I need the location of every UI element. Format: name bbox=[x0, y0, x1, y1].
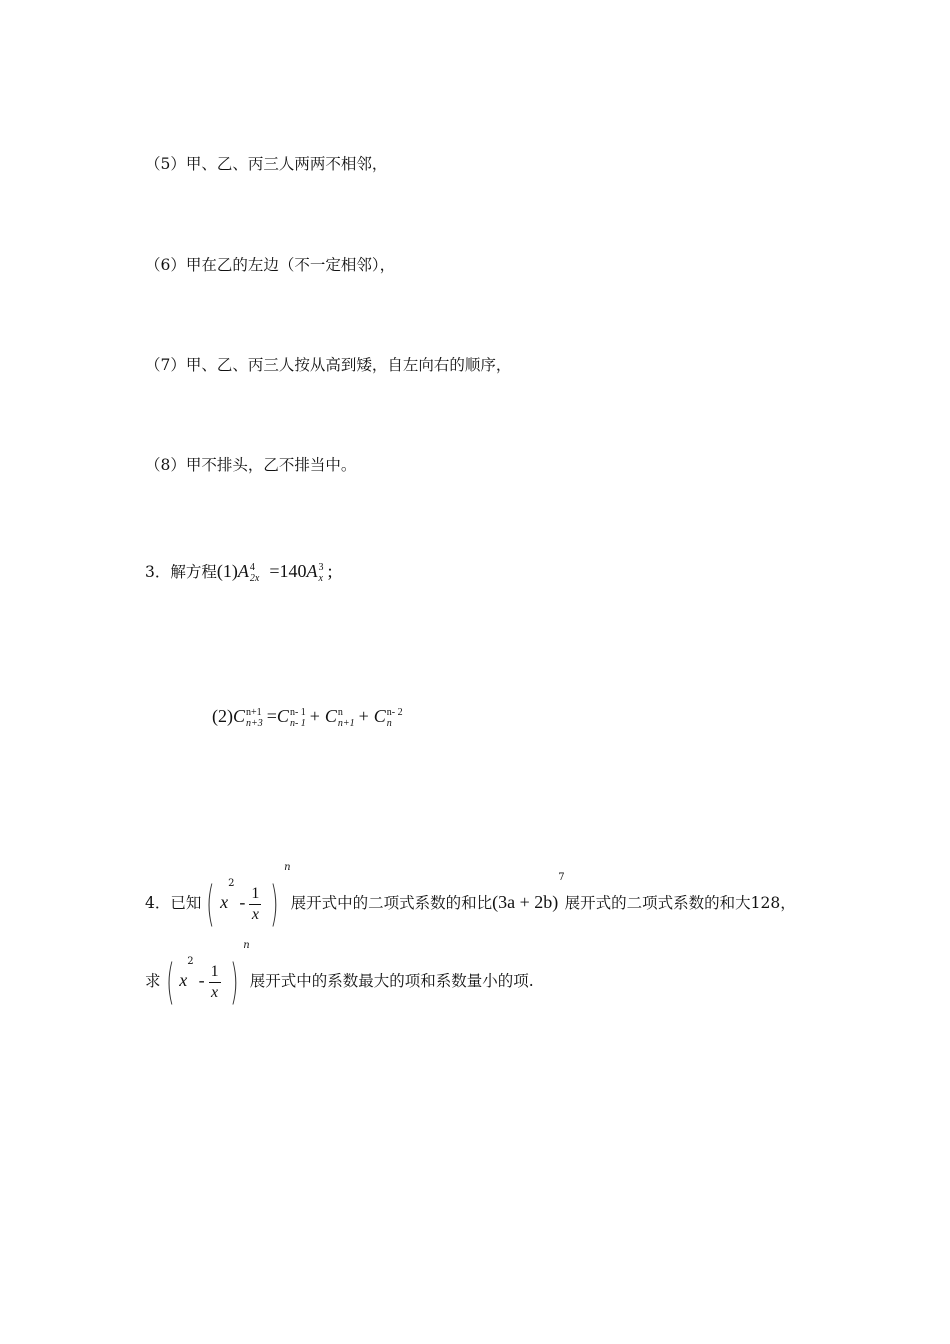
comb-scripts-4 bbox=[387, 707, 403, 729]
comb-symbol-3: C bbox=[324, 706, 337, 726]
exponent-n-2: n bbox=[243, 940, 250, 951]
perm-sub-2: x bbox=[318, 573, 323, 584]
right-paren-2: ) bbox=[229, 954, 239, 1010]
problem-4-prefix: 4．已知 bbox=[145, 894, 202, 912]
fraction-numerator-2: 1 bbox=[209, 962, 221, 983]
problem-4-text-3: 展开式中的系数最大的项和系数量小的项. bbox=[249, 972, 534, 990]
item-6: （6）甲在乙的左边（不一定相邻）， bbox=[145, 256, 396, 274]
comb-sub-2: n- 1 bbox=[289, 718, 306, 729]
comb-sup-4: n- 2 bbox=[386, 707, 403, 718]
exponent-2-b: 2 bbox=[187, 956, 194, 967]
line2-prefix: 求 bbox=[145, 972, 161, 990]
equals-140: =140 bbox=[269, 561, 307, 581]
problem-4-text-2: 展开式的二项式系数的和大128， bbox=[564, 894, 796, 912]
fraction-denominator-2: x bbox=[211, 983, 219, 1001]
comb-scripts-1 bbox=[246, 707, 263, 729]
perm-sup-2: 3 bbox=[318, 562, 324, 573]
fraction bbox=[249, 884, 261, 925]
fraction-numerator: 1 bbox=[249, 884, 261, 905]
plus-1: + bbox=[309, 706, 320, 726]
minus-sign-2: - bbox=[198, 970, 205, 990]
fraction-2 bbox=[209, 962, 221, 1003]
semicolon: ; bbox=[327, 561, 333, 581]
comb-symbol-1: C bbox=[233, 706, 246, 726]
perm-symbol: A bbox=[237, 561, 249, 581]
perm-scripts bbox=[250, 562, 259, 584]
left-paren-2: ( bbox=[165, 954, 175, 1010]
item-5: （5）甲、乙、丙三人两两不相邻， bbox=[145, 155, 388, 173]
binomial: (3a + 2b) bbox=[492, 892, 559, 912]
part1-label: (1) bbox=[216, 561, 238, 581]
problem-4-line-1 bbox=[145, 862, 796, 932]
exponent-2: 2 bbox=[228, 878, 235, 889]
comb-scripts-2 bbox=[290, 707, 306, 729]
minus-sign: - bbox=[239, 892, 246, 912]
perm-sub: 2x bbox=[249, 573, 260, 584]
comb-sub-1: n+3 bbox=[246, 718, 263, 729]
comb-symbol-2: C bbox=[276, 706, 289, 726]
var-x: x bbox=[220, 892, 229, 912]
plus-2: + bbox=[358, 706, 369, 726]
exponent-n: n bbox=[284, 862, 291, 873]
problem-4-text-1: 展开式中的二项式系数的和比 bbox=[290, 894, 493, 912]
comb-scripts-3 bbox=[338, 707, 355, 729]
comb-symbol-4: C bbox=[373, 706, 386, 726]
left-paren: ( bbox=[206, 876, 215, 932]
perm-symbol-2: A bbox=[306, 561, 318, 581]
comb-sup-2: n- 1 bbox=[289, 707, 306, 718]
problem-3-line-2 bbox=[212, 706, 407, 729]
binomial-exponent: 7 bbox=[558, 872, 565, 883]
problem-3-prefix: 3．解方程 bbox=[145, 563, 217, 581]
var-x-2: x bbox=[179, 970, 188, 990]
equals-sign: = bbox=[266, 706, 277, 726]
comb-sup-1: n+1 bbox=[246, 707, 262, 718]
part2-label: (2) bbox=[212, 706, 233, 726]
comb-sub-3: n+1 bbox=[337, 718, 355, 729]
problem-3-line-1 bbox=[145, 560, 333, 584]
comb-sup-3: n bbox=[337, 707, 343, 718]
item-7: （7）甲、乙、丙三人按从高到矮，自左向右的顺序， bbox=[145, 356, 512, 374]
right-paren: ) bbox=[270, 876, 280, 932]
comb-sub-4: n bbox=[386, 718, 392, 729]
fraction-denominator: x bbox=[251, 905, 259, 923]
item-8: （8）甲不排头，乙不排当中。 bbox=[145, 456, 357, 474]
problem-4-line-2 bbox=[145, 940, 534, 1010]
perm-scripts-2 bbox=[318, 562, 323, 584]
perm-sup: 4 bbox=[249, 562, 255, 573]
